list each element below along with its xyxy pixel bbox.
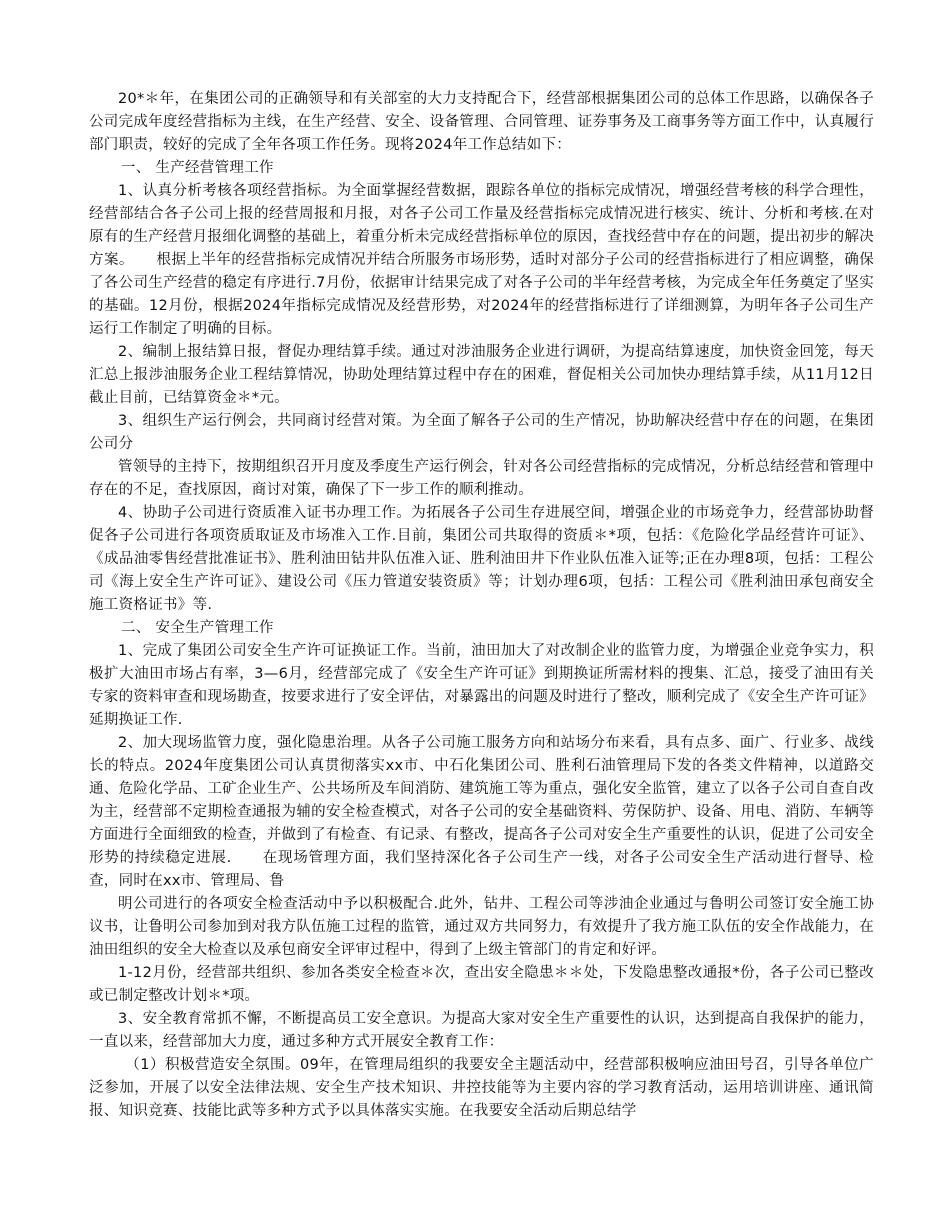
paragraph-luming-cooperation: 明公司进行的各项安全检查活动中予以积极配合.此外，钻井、工程公司等涉油企业通过与鲁明公司签订安全施工协议书，让鲁明公司参加到对我方队伍施工过程的监管，通过双方共同努力，有效提升了我方施工队伍的安全作战能力，在油田组织的安全大检查以及承包商安全评审过程中，得到了上级主管部门的肯定和好评。: [89, 896, 874, 958]
paragraph-site-supervision: 2、加大现场监管力度，强化隐患治理。从各子公司施工服务方向和站场分布来看，具有点多、面广、行业多、战线长的特点。2024年度集团公司认真贯彻落实xx市、中石化集团公司、胜利石油管理局下发的各类文件精神，以道路交通、危险化学品、工矿企业生产、公共场所及车间消防、建筑施工等为重点，强化安全监管，建立了以各子公司自查自改为主，经营部不定期检查通报为辅的安全检查模式，对各子公司的安全基础资料、劳保防护、设备、用电、消防、车辆等方面进行全面细致的检查，并做到了有检查、有记录、有整改，提高各子公司对安全生产重要性的认识，促进了公司安全形势的持续稳定进展. 在现场管理方面，我们坚持深化各子公司生产一线，对各子公司安全生产活动进行督导、检查，同时在xx市、管理局、鲁: [89, 735, 874, 889]
section-heading-production: 一、 生产经营管理工作: [120, 160, 274, 176]
section-heading-safety: 二、 安全生产管理工作: [120, 620, 274, 636]
paragraph-indicators: 1、认真分析考核各项经营指标。为全面掌握经营数据，跟踪各单位的指标完成情况，增强经营考核的科学合理性，经营部结合各子公司上报的经营周报和月报，对各子公司工作量及经营指标完成情况进行核实、统计、分析和考核.在对原有的生产经营月报细化调整的基础上，着重分析未完成经营指标单位的原因，查找经营中存在的问题，提出初步的解决方案。 根据上半年的经营指标完成情况并结合所服务市场形势，适时对部分子公司的经营指标进行了相应调整，确保了各公司生产经营的稳定有序进行.7月份，依据审计结果完成了对各子公司的半年经营考核，为完成全年任务奠定了坚实的基础。12月份，根据2024年指标完成情况及经营形势，对2024年的经营指标进行了详细测算，为明年各子公司生产运行工作制定了明确的目标。: [89, 183, 874, 337]
document-page: [89, 88, 874, 1123]
intro-paragraph: 20*＊年，在集团公司的正确领导和有关部室的大力支持配合下，经营部根据集团公司的总体工作思路，以确保各子公司完成年度经营指标为主线，在生产经营、安全、设备管理、合同管理、证券事务及工商事务等方面工作中，认真履行部门职责，较好的完成了全年各项工作任务。现将2024年工作总结如下：: [89, 91, 874, 153]
paragraph-meetings-continued: 管领导的主持下，按期组织召开月度及季度生产运行例会，针对各公司经营指标的完成情况，分析总结经营和管理中存在的不足，查找原因，商讨对策，确保了下一步工作的顺利推动。: [89, 459, 874, 498]
paragraph-inspection-stats: 1-12月份，经营部共组织、参加各类安全检查＊次，查出安全隐患＊＊处，下发隐患整改通报*份，各子公司已整改或已制定整改计划＊*项。: [89, 965, 874, 1004]
paragraph-settlement: 2、编制上报结算日报，督促办理结算手续。通过对涉油服务企业进行调研，为提高结算速度，加快资金回笼，每天汇总上报涉油服务企业工程结算情况，协助处理结算过程中存在的困难，督促相关公司加快办理结算手续，从11月12日截止目前，已结算资金＊*元。: [89, 344, 874, 406]
paragraph-meetings: 3、组织生产运行例会，共同商讨经营对策。为全面了解各子公司的生产情况，协助解决经营中存在的问题，在集团公司分: [89, 413, 874, 452]
paragraph-qualifications: 4、协助子公司进行资质准入证书办理工作。为拓展各子公司生存进展空间，增强企业的市场竞争力，经营部协助督促各子公司进行各项资质取证及市场准入工作.目前，集团公司共取得的资质＊*项，包括：《危险化学品经营许可证》、《成品油零售经营批准证书》、胜利油田钻井队伍准入证、胜利油田井下作业队伍准入证等;正在办理8项，包括：工程公司《海上安全生产许可证》、建设公司《压力管道安装资质》等；计划办理6项，包括：工程公司《胜利油田承包商安全施工资格证书》等.: [89, 505, 874, 613]
paragraph-safety-atmosphere: （1）积极营造安全氛围。09年，在管理局组织的我要安全主题活动中，经营部积极响应油田号召，引导各单位广泛参加，开展了以安全法律法规、安全生产技术知识、井控技能等为主要内容的学习教育活动，运用培训讲座、通讯简报、知识竞赛、技能比武等多种方式予以具体落实实施。在我要安全活动后期总结学: [89, 1057, 874, 1119]
paragraph-safety-education: 3、安全教育常抓不懈，不断提高员工安全意识。为提高大家对安全生产重要性的认识，达到提高自我保护的能力，一直以来，经营部加大力度，通过多种方式开展安全教育工作：: [89, 1011, 874, 1050]
paragraph-safety-license: 1、完成了集团公司安全生产许可证换证工作。当前，油田加大了对改制企业的监管力度，为增强企业竞争实力，积极扩大油田市场占有率，3—6月，经营部完成了《安全生产许可证》到期换证所需材料的搜集、汇总，接受了油田有关专家的资料审查和现场勘查，按要求进行了安全评估，对暴露出的问题及时进行了整改，顺利完成了《安全生产许可证》延期换证工作.: [89, 643, 874, 728]
